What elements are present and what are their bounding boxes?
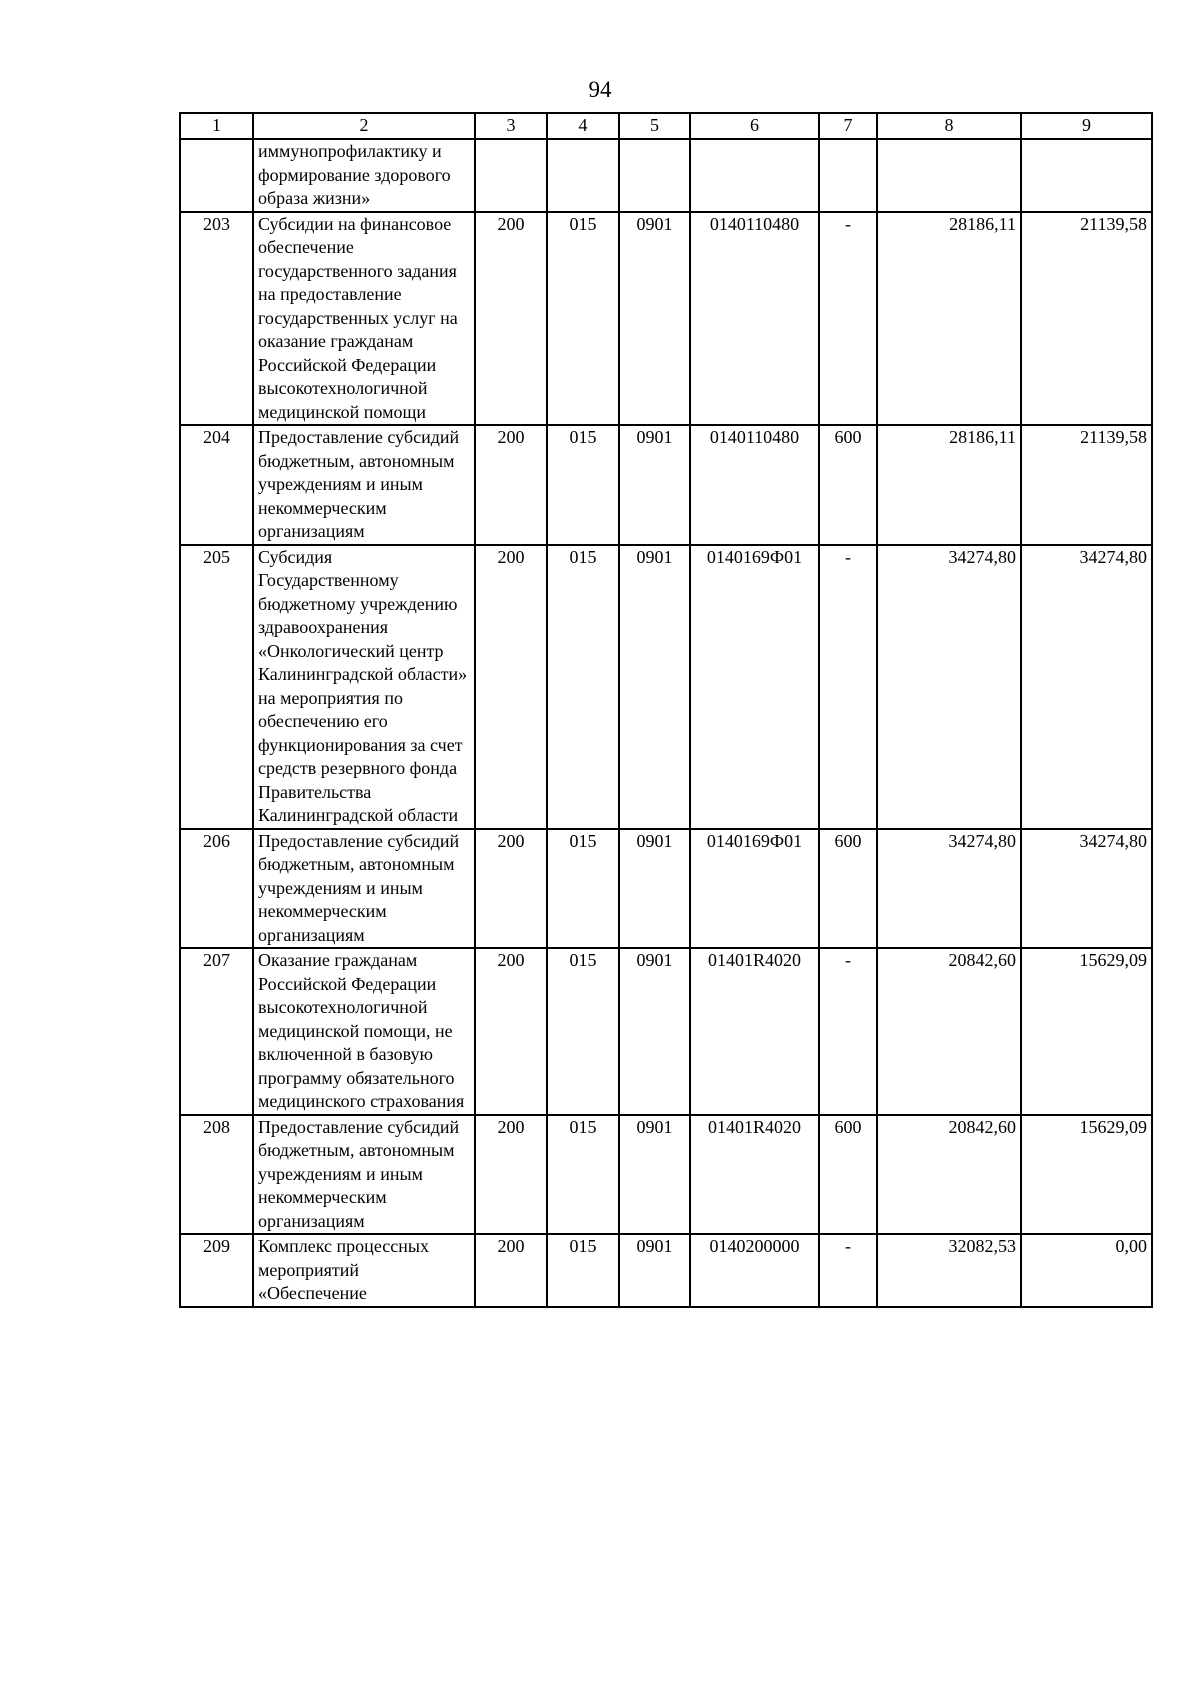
row-name: Субсидии на финансовое обеспечение государственного задания на предоставление государственных услуг на оказание гражданам Российской Федерации высокотехнологичной медицинской помощи [253,212,475,426]
cell-col-4: 015 [547,545,619,829]
cell-col-7: - [819,948,877,1115]
page-number: 94 [588,77,612,102]
budget-table [179,112,1153,1308]
cell-col-8: 32082,53 [877,1234,1021,1307]
cell-col-5: 0901 [619,1115,690,1235]
cell-col-4: 015 [547,425,619,545]
table-row [180,1115,1152,1235]
row-name: Предоставление субсидий бюджетным, автономным учреждениям и иным некоммерческим организациям [253,425,475,545]
header-col-8: 8 [877,113,1021,139]
cell-col-6: 0140169Ф01 [690,545,819,829]
cell-col-6: 0140169Ф01 [690,829,819,949]
header-col-5: 5 [619,113,690,139]
cell-col-3: 200 [475,545,547,829]
cell-col-3: 200 [475,425,547,545]
cell-col-9: 15629,09 [1021,1115,1152,1235]
row-number: 205 [180,545,253,829]
header-row [180,113,1152,139]
header-col-3: 3 [475,113,547,139]
row-number: 207 [180,948,253,1115]
cell-empty [1021,139,1152,212]
cell-col-4: 015 [547,948,619,1115]
row-name: Оказание гражданам Российской Федерации высокотехнологичной медицинской помощи, не включенной в базовую программу обязательного медицинского страхования [253,948,475,1115]
cell-col-8: 34274,80 [877,829,1021,949]
cell-col-5: 0901 [619,212,690,426]
header-col-9: 9 [1021,113,1152,139]
header-col-4: 4 [547,113,619,139]
cell-empty [475,139,547,212]
row-name: Субсидия Государственному бюджетному учреждению здравоохранения «Онкологический центр Калининградской области» на мероприятия по обеспечению его функционирования за счет средств резервного фонда Правительства Калининградской области [253,545,475,829]
cell-empty [819,139,877,212]
cell-col-7: - [819,1234,877,1307]
cell-col-7: 600 [819,829,877,949]
cell-col-3: 200 [475,212,547,426]
cell-col-6: 0140110480 [690,212,819,426]
cell-col-9: 0,00 [1021,1234,1152,1307]
row-number: 208 [180,1115,253,1235]
row-number: 203 [180,212,253,426]
header-col-7: 7 [819,113,877,139]
cell-col-7: - [819,545,877,829]
header-col-1: 1 [180,113,253,139]
cell-col-6: 0140110480 [690,425,819,545]
cell-col-3: 200 [475,829,547,949]
cell-col-7: 600 [819,1115,877,1235]
cell-col-7: 600 [819,425,877,545]
cell-col-9: 34274,80 [1021,829,1152,949]
cell-col-4: 015 [547,1234,619,1307]
row-name: Предоставление субсидий бюджетным, автономным учреждениям и иным некоммерческим организациям [253,829,475,949]
cell-col-9: 34274,80 [1021,545,1152,829]
cell-col-5: 0901 [619,545,690,829]
cell-empty [690,139,819,212]
row-number: 209 [180,1234,253,1307]
cell-col-8: 20842,60 [877,948,1021,1115]
cell-col-4: 015 [547,1115,619,1235]
cell-col-8: 34274,80 [877,545,1021,829]
cell-col-9: 21139,58 [1021,212,1152,426]
table-row-continuation [180,139,1152,212]
cell-col-3: 200 [475,1234,547,1307]
cell-col-4: 015 [547,829,619,949]
cell-col-5: 0901 [619,829,690,949]
cell-col-5: 0901 [619,425,690,545]
row-name: Предоставление субсидий бюджетным, автономным учреждениям и иным некоммерческим организациям [253,1115,475,1235]
row-name: иммунопрофилактику и формирование здорового образа жизни» [253,139,475,212]
cell-col-3: 200 [475,948,547,1115]
cell-col-8: 28186,11 [877,212,1021,426]
cell-empty [877,139,1021,212]
header-col-2: 2 [253,113,475,139]
table-row [180,829,1152,949]
row-number [180,139,253,212]
cell-col-8: 20842,60 [877,1115,1021,1235]
cell-col-3: 200 [475,1115,547,1235]
cell-col-5: 0901 [619,948,690,1115]
header-col-6: 6 [690,113,819,139]
cell-col-6: 0140200000 [690,1234,819,1307]
table-row [180,948,1152,1115]
cell-col-8: 28186,11 [877,425,1021,545]
table-row [180,212,1152,426]
cell-col-9: 15629,09 [1021,948,1152,1115]
cell-empty [547,139,619,212]
cell-col-4: 015 [547,212,619,426]
table-row [180,545,1152,829]
cell-col-9: 21139,58 [1021,425,1152,545]
table-row [180,425,1152,545]
cell-col-6: 01401R4020 [690,948,819,1115]
table-row [180,1234,1152,1307]
cell-col-7: - [819,212,877,426]
row-number: 206 [180,829,253,949]
row-name: Комплекс процессных мероприятий «Обеспечение [253,1234,475,1307]
row-number: 204 [180,425,253,545]
cell-col-6: 01401R4020 [690,1115,819,1235]
cell-empty [619,139,690,212]
cell-col-5: 0901 [619,1234,690,1307]
